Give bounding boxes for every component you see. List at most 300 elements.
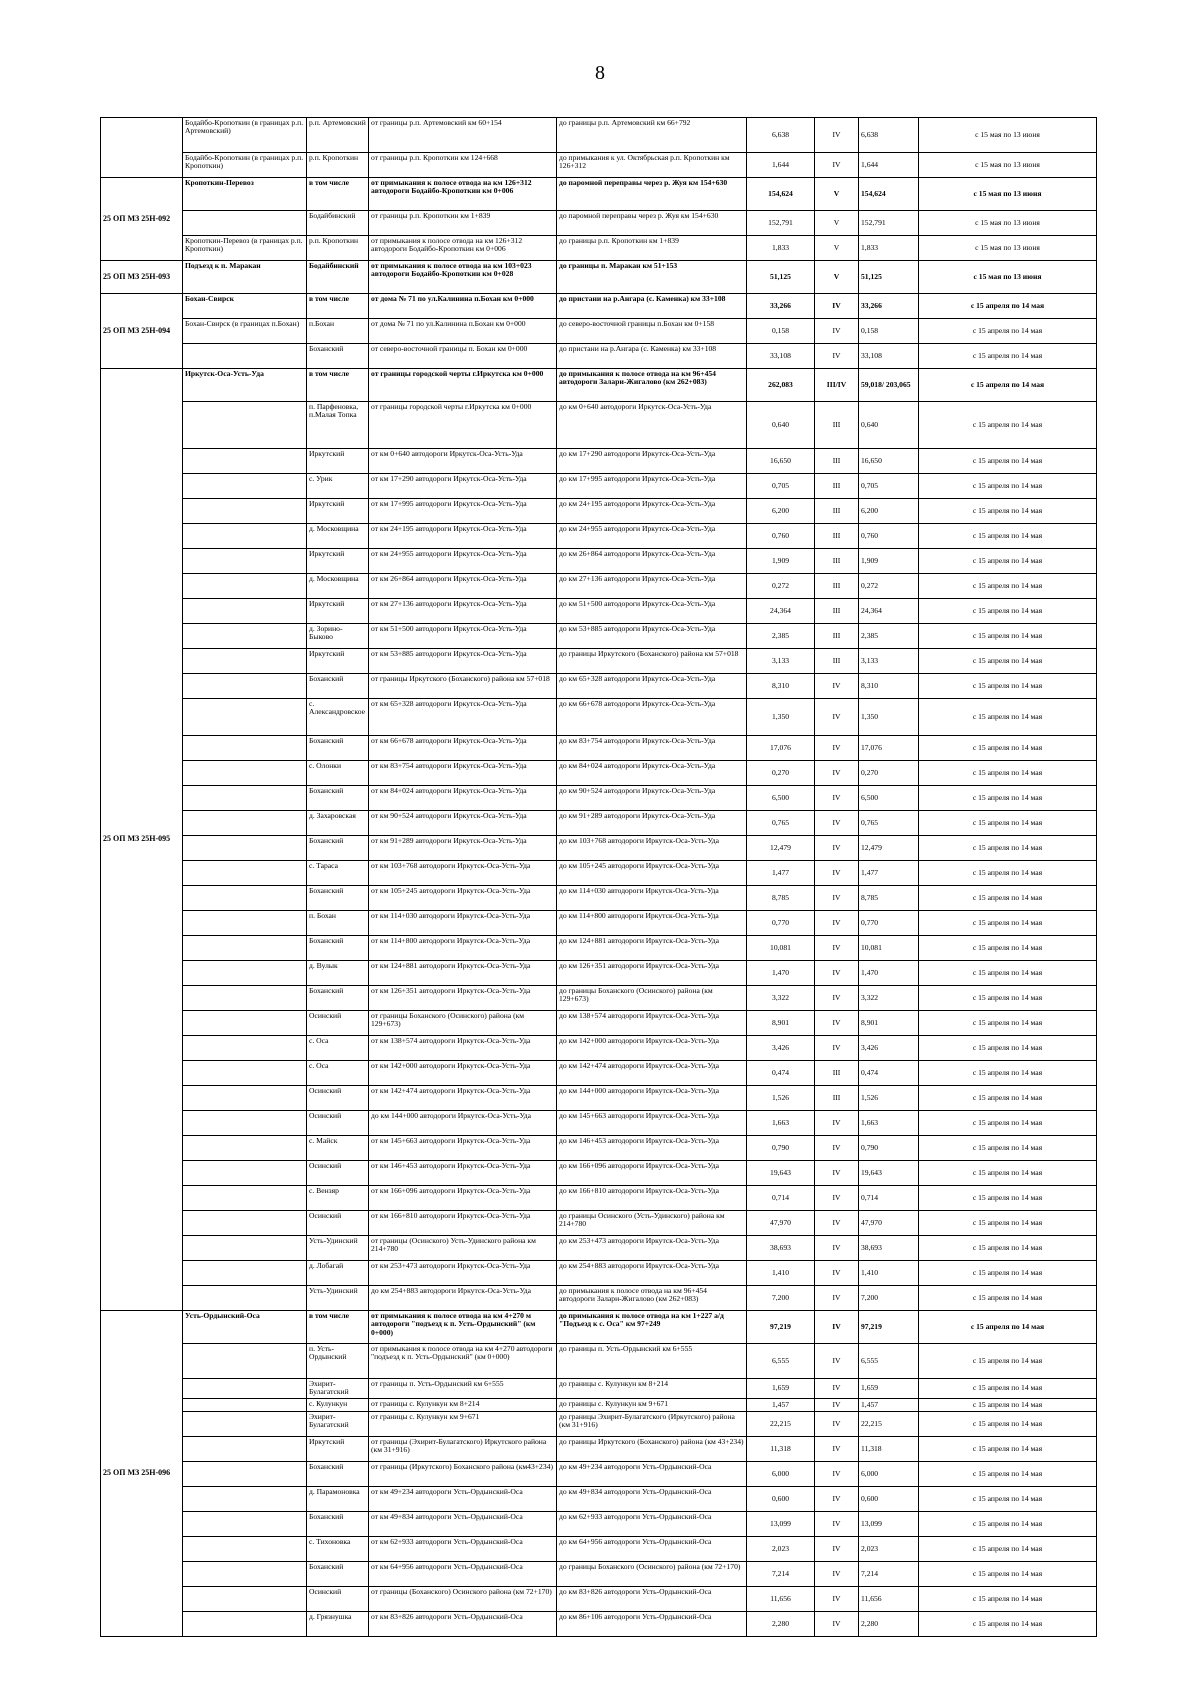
road-category: IV — [815, 761, 859, 786]
road-category: IV — [815, 1136, 859, 1161]
section-end: до пристани на р.Ангара (с. Каменка) км 33+108 — [557, 294, 747, 319]
road-name — [183, 1061, 307, 1086]
restriction-period: с 15 апреля по 14 мая — [919, 674, 1097, 699]
section-start: от границы (Осинского) Усть-Удинского района км 214+780 — [369, 1236, 557, 1261]
restriction-period: с 15 апреля по 14 мая — [919, 319, 1097, 344]
road-section-place: Боханский — [307, 836, 369, 861]
table-row — [101, 861, 1097, 886]
section-start: от км 84+024 автодороги Иркутск-Оса-Усть-Уда — [369, 786, 557, 811]
category-length: 6,555 — [859, 1344, 919, 1379]
road-category: IV — [815, 786, 859, 811]
road-section-place: Осинский — [307, 1111, 369, 1136]
category-length: 0,600 — [859, 1486, 919, 1511]
category-length: 7,200 — [859, 1286, 919, 1311]
road-id-code: 25 ОП МЗ 25Н-093 — [101, 261, 183, 294]
road-section-place: Боханский — [307, 674, 369, 699]
table-row — [101, 211, 1097, 236]
road-category: IV — [815, 1286, 859, 1311]
road-name — [183, 344, 307, 369]
section-end: до км 83+754 автодороги Иркутск-Оса-Усть-Уда — [557, 736, 747, 761]
category-length: 16,650 — [859, 449, 919, 474]
section-start: от км 142+474 автодороги Иркутск-Оса-Усть-Уда — [369, 1086, 557, 1111]
road-name: Кропоткин-Перевоз (в границах р.п. Кропоткин) — [183, 236, 307, 261]
section-length: 1,909 — [747, 549, 815, 574]
section-length: 51,125 — [747, 261, 815, 294]
section-length: 13,099 — [747, 1511, 815, 1536]
restriction-period: с 15 апреля по 14 мая — [919, 1011, 1097, 1036]
category-length: 0,770 — [859, 911, 919, 936]
road-id-code: 25 ОП МЗ 25Н-096 — [101, 1311, 183, 1637]
road-id-code: 25 ОП МЗ 25Н-095 — [101, 369, 183, 1311]
road-section-place: д. Зорино- Быково — [307, 624, 369, 649]
category-length: 8,785 — [859, 886, 919, 911]
table-row — [101, 574, 1097, 599]
road-category: III — [815, 474, 859, 499]
restriction-period: с 15 апреля по 14 мая — [919, 449, 1097, 474]
road-name — [183, 1161, 307, 1186]
road-section-place: Боханский — [307, 786, 369, 811]
table-row — [101, 294, 1097, 319]
section-length: 7,214 — [747, 1561, 815, 1586]
road-name — [183, 1536, 307, 1561]
table-row — [101, 1461, 1097, 1486]
section-start: от км 145+663 автодороги Иркутск-Оса-Усть-Уда — [369, 1136, 557, 1161]
road-section-place: д. Парамоновка — [307, 1486, 369, 1511]
section-length: 152,791 — [747, 211, 815, 236]
table-row — [101, 936, 1097, 961]
road-name — [183, 1136, 307, 1161]
section-end: до км 62+933 автодороги Усть-Ордынский-Оса — [557, 1511, 747, 1536]
section-end: до границы Осинского (Усть-Удинского) района км 214+780 — [557, 1211, 747, 1236]
road-id-code: 25 ОП МЗ 25Н-092 — [101, 178, 183, 261]
category-length: 2,280 — [859, 1611, 919, 1636]
road-category: III — [815, 549, 859, 574]
section-end: до границы Эхирит-Булагатского (Иркутского) района (км 31+916) — [557, 1411, 747, 1436]
category-length: 33,108 — [859, 344, 919, 369]
road-section-place: с. Оса — [307, 1061, 369, 1086]
section-length: 7,200 — [747, 1286, 815, 1311]
section-start: от км 166+096 автодороги Иркутск-Оса-Усть-Уда — [369, 1186, 557, 1211]
section-end: до км 49+834 автодороги Усть-Ордынский-Оса — [557, 1486, 747, 1511]
road-name — [183, 1398, 307, 1411]
road-name — [183, 1486, 307, 1511]
road-section-place: с. Тихоновка — [307, 1536, 369, 1561]
road-category: V — [815, 178, 859, 211]
road-category: IV — [815, 1186, 859, 1211]
section-start: от км 0+640 автодороги Иркутск-Оса-Усть-Уда — [369, 449, 557, 474]
restriction-period: с 15 апреля по 14 мая — [919, 1586, 1097, 1611]
road-section-place: Боханский — [307, 986, 369, 1011]
section-length: 6,638 — [747, 118, 815, 153]
table-row — [101, 886, 1097, 911]
road-category: IV — [815, 674, 859, 699]
road-section-place: Бодайбинский — [307, 211, 369, 236]
section-end: до км 126+351 автодороги Иркутск-Оса-Усть-Уда — [557, 961, 747, 986]
section-length: 0,760 — [747, 524, 815, 549]
road-section-place: с. Вензяр — [307, 1186, 369, 1211]
road-section-place: в том числе — [307, 178, 369, 211]
road-name: Кропоткин-Перевоз — [183, 178, 307, 211]
road-section-place: Боханский — [307, 886, 369, 911]
road-category: III — [815, 449, 859, 474]
road-category: IV — [815, 836, 859, 861]
road-section-place: Боханский — [307, 736, 369, 761]
road-name: Бодайбо-Кропоткин (в границах р.п. Артемовский) — [183, 118, 307, 153]
section-end: до границы Боханского (Осинского) района (км 72+170) — [557, 1561, 747, 1586]
restriction-period: с 15 апреля по 14 мая — [919, 861, 1097, 886]
table-row — [101, 1286, 1097, 1311]
section-end: до км 114+030 автодороги Иркутск-Оса-Усть-Уда — [557, 886, 747, 911]
road-name: Усть-Ордынский-Оса — [183, 1311, 307, 1344]
section-length: 0,640 — [747, 402, 815, 449]
road-name — [183, 699, 307, 736]
category-length: 1,457 — [859, 1398, 919, 1411]
restriction-period: с 15 апреля по 14 мая — [919, 886, 1097, 911]
road-category: IV — [815, 1211, 859, 1236]
road-id-code — [101, 118, 183, 178]
road-section-place: р.п. Кропоткин — [307, 236, 369, 261]
road-section-place: п.Бохан — [307, 319, 369, 344]
road-category: IV — [815, 1586, 859, 1611]
section-length: 1,659 — [747, 1379, 815, 1399]
table-row — [101, 1261, 1097, 1286]
section-start: от км 53+885 автодороги Иркутск-Оса-Усть-Уда — [369, 649, 557, 674]
section-length: 3,426 — [747, 1036, 815, 1061]
section-start: от км 65+328 автодороги Иркутск-Оса-Усть-Уда — [369, 699, 557, 736]
table-row — [101, 499, 1097, 524]
section-length: 262,083 — [747, 369, 815, 402]
road-category: IV — [815, 1311, 859, 1344]
table-row — [101, 649, 1097, 674]
table-row — [101, 624, 1097, 649]
table-row — [101, 1311, 1097, 1344]
category-length: 2,023 — [859, 1536, 919, 1561]
road-category: IV — [815, 736, 859, 761]
section-start: от км 49+234 автодороги Усть-Ордынский-Оса — [369, 1486, 557, 1511]
road-name — [183, 1286, 307, 1311]
road-category: III/IV — [815, 369, 859, 402]
road-name — [183, 211, 307, 236]
category-length: 10,081 — [859, 936, 919, 961]
section-length: 38,693 — [747, 1236, 815, 1261]
section-start: от км 62+933 автодороги Усть-Ордынский-Оса — [369, 1536, 557, 1561]
road-name — [183, 1111, 307, 1136]
road-section-place: Осинский — [307, 1586, 369, 1611]
road-section-place: в том числе — [307, 294, 369, 319]
section-end: до км 17+995 автодороги Иркутск-Оса-Усть-Уда — [557, 474, 747, 499]
road-name — [183, 861, 307, 886]
section-start: от км 51+500 автодороги Иркутск-Оса-Усть-Уда — [369, 624, 557, 649]
restriction-period: с 15 апреля по 14 мая — [919, 1261, 1097, 1286]
restriction-period: с 15 мая по 13 июня — [919, 118, 1097, 153]
category-length: 0,760 — [859, 524, 919, 549]
road-category: III — [815, 499, 859, 524]
section-end: до пристани на р.Ангара (с. Каменка) км 33+108 — [557, 344, 747, 369]
restriction-period: с 15 апреля по 14 мая — [919, 474, 1097, 499]
section-length: 0,272 — [747, 574, 815, 599]
road-name: Иркутск-Оса-Усть-Уда — [183, 369, 307, 402]
table-row — [101, 1511, 1097, 1536]
section-length: 1,526 — [747, 1086, 815, 1111]
section-length: 0,474 — [747, 1061, 815, 1086]
restriction-period: с 15 апреля по 14 мая — [919, 1411, 1097, 1436]
category-length: 1,470 — [859, 961, 919, 986]
section-start: от дома № 71 по ул.Калинина п.Бохан км 0+000 — [369, 294, 557, 319]
road-section-place: Осинский — [307, 1211, 369, 1236]
section-length: 11,318 — [747, 1436, 815, 1461]
restriction-period: с 15 мая по 13 июня — [919, 236, 1097, 261]
road-section-place: д. Лобагай — [307, 1261, 369, 1286]
table-row — [101, 674, 1097, 699]
restriction-period: с 15 апреля по 14 мая — [919, 574, 1097, 599]
restriction-period: с 15 апреля по 14 мая — [919, 649, 1097, 674]
section-end: до км 27+136 автодороги Иркутск-Оса-Усть-Уда — [557, 574, 747, 599]
road-section-place: Боханский — [307, 1561, 369, 1586]
section-length: 17,076 — [747, 736, 815, 761]
section-start: от км 91+289 автодороги Иркутск-Оса-Усть-Уда — [369, 836, 557, 861]
section-start: от км 26+864 автодороги Иркутск-Оса-Усть-Уда — [369, 574, 557, 599]
road-name — [183, 736, 307, 761]
road-category: IV — [815, 1398, 859, 1411]
section-length: 19,643 — [747, 1161, 815, 1186]
section-end: до км 26+864 автодороги Иркутск-Оса-Усть-Уда — [557, 549, 747, 574]
section-length: 6,555 — [747, 1344, 815, 1379]
table-row — [101, 1186, 1097, 1211]
section-length: 154,624 — [747, 178, 815, 211]
section-start: от км 17+995 автодороги Иркутск-Оса-Усть-Уда — [369, 499, 557, 524]
restriction-period: с 15 апреля по 14 мая — [919, 1211, 1097, 1236]
category-length: 1,833 — [859, 236, 919, 261]
section-end: до км 142+474 автодороги Иркутск-Оса-Усть-Уда — [557, 1061, 747, 1086]
restriction-period: с 15 апреля по 14 мая — [919, 1236, 1097, 1261]
section-length: 6,000 — [747, 1461, 815, 1486]
section-start: от км 146+453 автодороги Иркутск-Оса-Усть-Уда — [369, 1161, 557, 1186]
section-start: от границы с. Кулункун км 9+671 — [369, 1411, 557, 1436]
category-length: 1,410 — [859, 1261, 919, 1286]
section-start: от границы городской черты г.Иркутска км 0+000 — [369, 369, 557, 402]
section-start: от км 83+754 автодороги Иркутск-Оса-Усть-Уда — [369, 761, 557, 786]
table-row — [101, 599, 1097, 624]
section-end: до км 103+768 автодороги Иркутск-Оса-Усть-Уда — [557, 836, 747, 861]
section-start: от км 17+290 автодороги Иркутск-Оса-Усть-Уда — [369, 474, 557, 499]
section-length: 0,270 — [747, 761, 815, 786]
section-length: 8,901 — [747, 1011, 815, 1036]
table-row — [101, 1486, 1097, 1511]
table-row — [101, 1586, 1097, 1611]
section-start: от границы п. Усть-Ордынский км 6+555 — [369, 1379, 557, 1399]
road-category: IV — [815, 1236, 859, 1261]
road-section-place: Иркутский — [307, 599, 369, 624]
road-name — [183, 1261, 307, 1286]
table-row — [101, 1161, 1097, 1186]
road-section-place: Усть-Удинский — [307, 1286, 369, 1311]
category-length: 2,385 — [859, 624, 919, 649]
section-start: от км 49+834 автодороги Усть-Ордынский-Оса — [369, 1511, 557, 1536]
section-length: 12,479 — [747, 836, 815, 861]
restriction-period: с 15 апреля по 14 мая — [919, 524, 1097, 549]
category-length: 0,270 — [859, 761, 919, 786]
road-category: III — [815, 574, 859, 599]
section-end: до границы р.п. Кропоткин км 1+839 — [557, 236, 747, 261]
road-category: V — [815, 211, 859, 236]
table-row — [101, 449, 1097, 474]
section-end: до км 83+826 автодороги Усть-Ордынский-Оса — [557, 1586, 747, 1611]
road-section-place: Иркутский — [307, 549, 369, 574]
road-category: IV — [815, 1161, 859, 1186]
category-length: 8,901 — [859, 1011, 919, 1036]
road-section-place: Боханский — [307, 344, 369, 369]
section-length: 3,133 — [747, 649, 815, 674]
road-name — [183, 649, 307, 674]
road-category: V — [815, 261, 859, 294]
section-length: 11,656 — [747, 1586, 815, 1611]
category-length: 1,644 — [859, 153, 919, 178]
road-category: IV — [815, 319, 859, 344]
road-category: III — [815, 402, 859, 449]
restriction-period: с 15 апреля по 14 мая — [919, 1036, 1097, 1061]
section-start: от границы городской черты г.Иркутска км 0+000 — [369, 402, 557, 449]
section-length: 1,457 — [747, 1398, 815, 1411]
section-end: до границы р.п. Артемовский км 66+792 — [557, 118, 747, 153]
section-start: от км 83+826 автодороги Усть-Ордынский-Оса — [369, 1611, 557, 1636]
road-name — [183, 886, 307, 911]
section-length: 3,322 — [747, 986, 815, 1011]
road-table — [100, 117, 1097, 1637]
section-length: 1,644 — [747, 153, 815, 178]
road-section-place: с. Урик — [307, 474, 369, 499]
section-end: до границы Боханского (Осинского) района (км 129+673) — [557, 986, 747, 1011]
section-start: от км 114+800 автодороги Иркутск-Оса-Усть-Уда — [369, 936, 557, 961]
category-length: 6,000 — [859, 1461, 919, 1486]
restriction-period: с 15 апреля по 14 мая — [919, 1344, 1097, 1379]
road-section-place: д. Грязнушка — [307, 1611, 369, 1636]
road-name — [183, 402, 307, 449]
section-end: до км 64+956 автодороги Усть-Ордынский-Оса — [557, 1536, 747, 1561]
road-section-place: р.п. Кропоткин — [307, 153, 369, 178]
section-end: до км 51+500 автодороги Иркутск-Оса-Усть-Уда — [557, 599, 747, 624]
restriction-period: с 15 апреля по 14 мая — [919, 1398, 1097, 1411]
road-category: IV — [815, 1561, 859, 1586]
section-end: до км 105+245 автодороги Иркутск-Оса-Усть-Уда — [557, 861, 747, 886]
road-category: IV — [815, 886, 859, 911]
restriction-period: с 15 мая по 13 июня — [919, 153, 1097, 178]
road-section-place: Боханский — [307, 936, 369, 961]
category-length: 1,663 — [859, 1111, 919, 1136]
road-name — [183, 524, 307, 549]
table-row — [101, 1398, 1097, 1411]
road-name — [183, 761, 307, 786]
road-name — [183, 1186, 307, 1211]
section-end: до км 17+290 автодороги Иркутск-Оса-Усть-Уда — [557, 449, 747, 474]
road-section-place: Иркутский — [307, 449, 369, 474]
section-end: до паромной переправы через р. Жуя км 154+630 — [557, 211, 747, 236]
table-row — [101, 1536, 1097, 1561]
section-start: от границы с. Кулункун км 8+214 — [369, 1398, 557, 1411]
section-end: до км 114+800 автодороги Иркутск-Оса-Усть-Уда — [557, 911, 747, 936]
restriction-period: с 15 апреля по 14 мая — [919, 549, 1097, 574]
category-length: 13,099 — [859, 1511, 919, 1536]
road-section-place: с. Майск — [307, 1136, 369, 1161]
section-end: до км 138+574 автодороги Иркутск-Оса-Усть-Уда — [557, 1011, 747, 1036]
table-row — [101, 549, 1097, 574]
road-name — [183, 674, 307, 699]
section-length: 0,714 — [747, 1186, 815, 1211]
road-section-place: Боханский — [307, 1461, 369, 1486]
table-row — [101, 1561, 1097, 1586]
road-id-code: 25 ОП МЗ 25Н-094 — [101, 294, 183, 369]
road-name — [183, 961, 307, 986]
road-category: IV — [815, 936, 859, 961]
road-section-place: в том числе — [307, 369, 369, 402]
table-row — [101, 1611, 1097, 1636]
category-length: 3,133 — [859, 649, 919, 674]
section-start: от км 138+574 автодороги Иркутск-Оса-Усть-Уда — [369, 1036, 557, 1061]
road-category: IV — [815, 294, 859, 319]
section-start: от границы (Эхирит-Булагатского) Иркутского района (км 31+916) — [369, 1436, 557, 1461]
restriction-period: с 15 апреля по 14 мая — [919, 624, 1097, 649]
road-section-place: Иркутский — [307, 499, 369, 524]
category-length: 0,640 — [859, 402, 919, 449]
section-length: 33,266 — [747, 294, 815, 319]
road-name: Подъезд к п. Маракан — [183, 261, 307, 294]
road-name — [183, 911, 307, 936]
section-start: от северо-восточной границы п. Бохан км 0+000 — [369, 344, 557, 369]
section-start: от км 124+881 автодороги Иркутск-Оса-Усть-Уда — [369, 961, 557, 986]
category-length: 1,526 — [859, 1086, 919, 1111]
road-name — [183, 599, 307, 624]
road-category: IV — [815, 1511, 859, 1536]
table-row — [101, 118, 1097, 153]
road-section-place: с. Олонки — [307, 761, 369, 786]
category-length: 154,624 — [859, 178, 919, 211]
section-start: от примыкания к полосе отвода на км 103+023 автодороги Бодайбо-Кропоткин км 0+028 — [369, 261, 557, 294]
restriction-period: с 15 мая по 13 июня — [919, 261, 1097, 294]
road-section-place: Эхирит-Булагатский — [307, 1379, 369, 1399]
road-name — [183, 1511, 307, 1536]
restriction-period: с 15 апреля по 14 мая — [919, 402, 1097, 449]
section-length: 0,765 — [747, 811, 815, 836]
road-category: IV — [815, 1611, 859, 1636]
section-end: до км 145+663 автодороги Иркутск-Оса-Усть-Уда — [557, 1111, 747, 1136]
restriction-period: с 15 апреля по 14 мая — [919, 1379, 1097, 1399]
category-length: 0,765 — [859, 811, 919, 836]
section-end: до границы п. Усть-Ордынский км 6+555 — [557, 1344, 747, 1379]
restriction-period: с 15 апреля по 14 мая — [919, 811, 1097, 836]
road-category: IV — [815, 986, 859, 1011]
category-length: 0,158 — [859, 319, 919, 344]
table-row — [101, 236, 1097, 261]
section-length: 1,410 — [747, 1261, 815, 1286]
section-start: от примыкания к полосе отвода на км 4+270 автодороги "подъезд к п. Усть-Ордынский" (км 0+000) — [369, 1344, 557, 1379]
restriction-period: с 15 апреля по 14 мая — [919, 1286, 1097, 1311]
road-section-place: п. Парфеновка, п.Малая Топка — [307, 402, 369, 449]
category-length: 0,714 — [859, 1186, 919, 1211]
road-category: III — [815, 599, 859, 624]
section-length: 0,790 — [747, 1136, 815, 1161]
road-section-place: с. Тараса — [307, 861, 369, 886]
road-name — [183, 1461, 307, 1486]
table-row — [101, 369, 1097, 402]
road-name — [183, 811, 307, 836]
section-start: от км 66+678 автодороги Иркутск-Оса-Усть-Уда — [369, 736, 557, 761]
section-end: до км 24+955 автодороги Иркутск-Оса-Усть-Уда — [557, 524, 747, 549]
section-length: 0,705 — [747, 474, 815, 499]
section-length: 24,364 — [747, 599, 815, 624]
category-length: 0,474 — [859, 1061, 919, 1086]
road-category: IV — [815, 1436, 859, 1461]
section-start: от границы (Иркутского) Боханского района (км43+234) — [369, 1461, 557, 1486]
section-length: 8,310 — [747, 674, 815, 699]
